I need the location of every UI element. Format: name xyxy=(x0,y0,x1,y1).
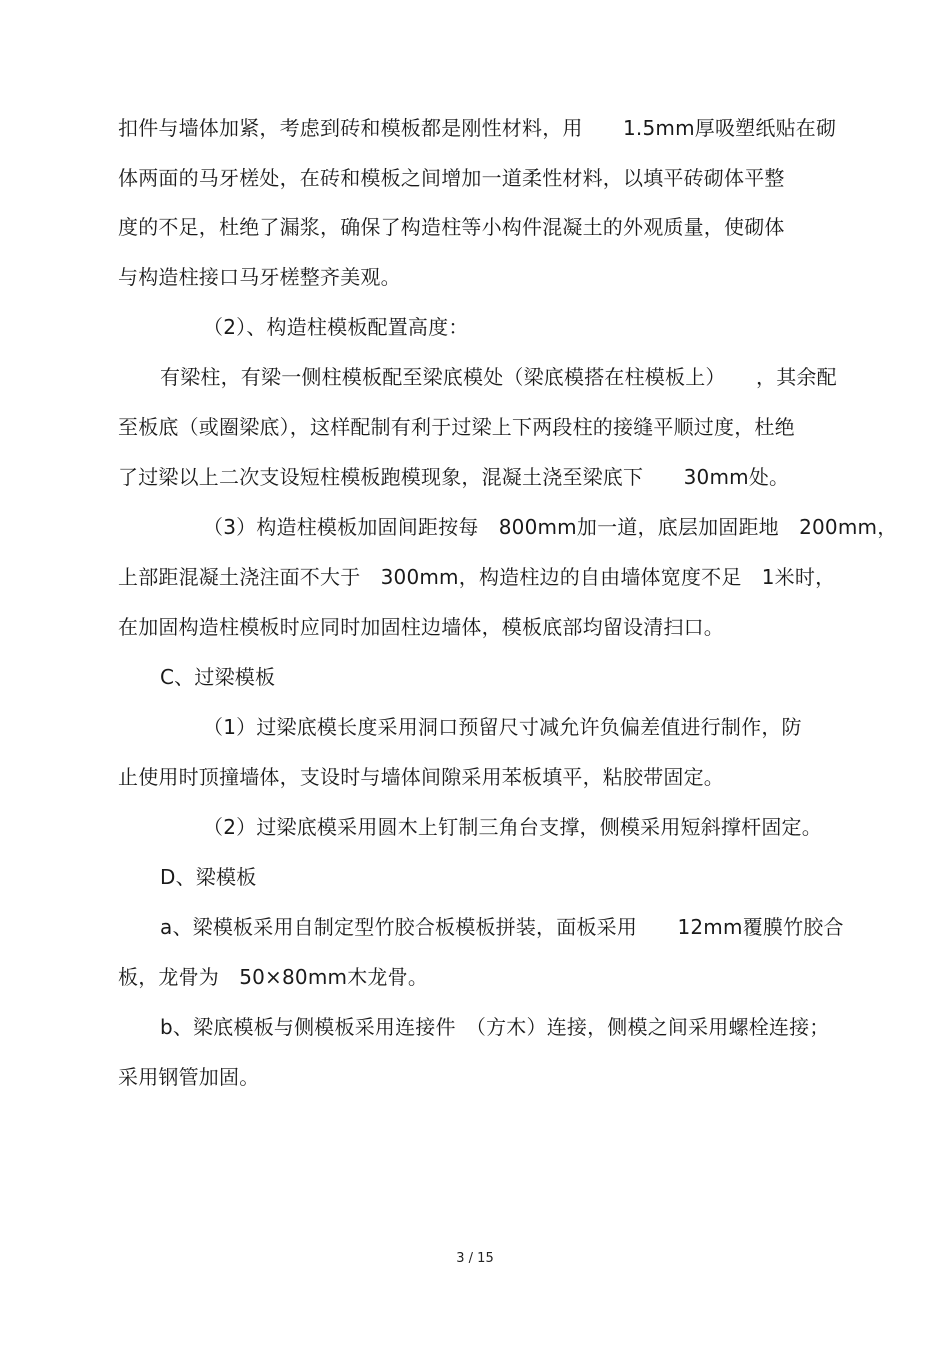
body-text-line: 扣件与墙体加紧，考虑到砖和模板都是刚性材料，用 1.5mm厚吸塑纸贴在砌 xyxy=(118,116,837,140)
body-text-line: 止使用时顶撞墙体，支设时与墙体间隙采用苯板填平，粘胶带固定。 xyxy=(118,765,724,789)
body-text-line: （2）过梁底模采用圆木上钉制三角台支撑，侧模采用短斜撑杆固定。 xyxy=(203,815,822,839)
section-heading: C、过梁模板 xyxy=(160,665,276,689)
body-text-line: 在加固构造柱模板时应同时加固柱边墙体，模板底部均留设清扫口。 xyxy=(118,615,724,639)
body-text-line: 体两面的马牙槎处，在砖和模板之间增加一道柔性材料，以填平砖砌体平整 xyxy=(118,166,785,190)
body-text-line: 采用钢管加固。 xyxy=(118,1065,260,1089)
body-text-line: 了过梁以上二次支设短柱模板跑模现象，混凝土浇至梁底下 30mm处。 xyxy=(118,465,790,489)
section-heading: D、梁模板 xyxy=(160,865,257,889)
body-text-line: （3）构造柱模板加固间距按每 800mm加一道，底层加固距地 200mm， xyxy=(203,515,898,539)
body-text-line: b、梁底模板与侧模板采用连接件 （方木）连接，侧模之间采用螺栓连接； xyxy=(160,1015,830,1039)
body-text-line: 有梁柱，有梁一侧柱模板配至梁底模处（梁底模搭在柱模板上） ，其余配 xyxy=(160,365,837,389)
body-text-line: 至板底（或圈梁底），这样配制有利于过梁上下两段柱的接缝平顺过度，杜绝 xyxy=(118,415,795,439)
body-text-line: 上部距混凝土浇注面不大于 300mm，构造柱边的自由墙体宽度不足 1米时， xyxy=(118,565,836,589)
body-text-line: 度的不足，杜绝了漏浆，确保了构造柱等小构件混凝土的外观质量，使砌体 xyxy=(118,215,785,239)
section-subheading: （2）、构造柱模板配置高度： xyxy=(203,315,469,339)
body-text-line: a、梁模板采用自制定型竹胶合板模板拼装，面板采用 12mm覆膜竹胶合 xyxy=(160,915,844,939)
body-text-line: 与构造柱接口马牙槎整齐美观。 xyxy=(118,265,401,289)
body-text-line: （1）过梁底模长度采用洞口预留尺寸减允许负偏差值进行制作，防 xyxy=(203,715,802,739)
body-text-line: 板，龙骨为 50×80mm木龙骨。 xyxy=(118,965,429,989)
page-number: 3 / 15 xyxy=(456,1251,494,1266)
